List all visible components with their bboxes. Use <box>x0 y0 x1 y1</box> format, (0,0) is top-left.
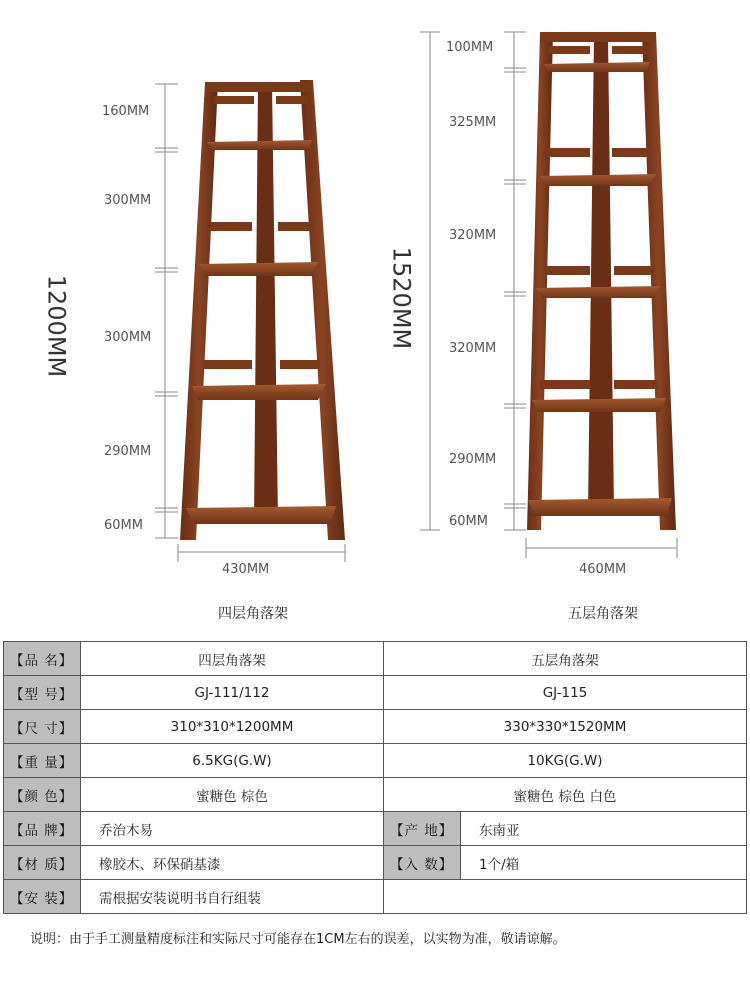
row-value-left: 310*310*1200MM <box>81 710 384 744</box>
qty-value: 1个/箱 <box>461 846 747 880</box>
right-seg-3: 320MM <box>449 228 497 243</box>
right-width: 460MM <box>579 562 627 577</box>
table-row <box>4 642 747 676</box>
row-label: 【颜 色】 <box>4 778 81 812</box>
left-seg-2: 300MM <box>104 193 152 208</box>
row-label: 【重 量】 <box>4 744 81 778</box>
left-seg-5: 60MM <box>104 518 143 533</box>
row-value-left: GJ-111/112 <box>81 676 384 710</box>
left-seg-4: 290MM <box>104 444 152 459</box>
left-seg-3: 300MM <box>104 330 152 345</box>
row-label: 【品 名】 <box>4 642 81 676</box>
row-value-right: 330*330*1520MM <box>384 710 747 744</box>
row-value-right: GJ-115 <box>384 676 747 710</box>
material-value: 橡胶木、环保硝基漆 <box>81 846 384 880</box>
right-seg-2: 325MM <box>449 115 497 130</box>
row-value-right: 五层角落架 <box>384 642 747 676</box>
qty-label: 【入 数】 <box>384 846 461 880</box>
origin-label: 【产 地】 <box>384 812 461 846</box>
table-row <box>4 676 747 710</box>
row-label: 【尺 寸】 <box>4 710 81 744</box>
table-row <box>4 778 747 812</box>
origin-value: 东南亚 <box>461 812 747 846</box>
row-value-left: 蜜糖色 棕色 <box>81 778 384 812</box>
right-seg-6: 60MM <box>449 514 488 529</box>
brand-value: 乔治木易 <box>81 812 384 846</box>
install-value: 需根据安装说明书自行组装 <box>81 880 384 914</box>
left-seg-1: 160MM <box>102 104 150 119</box>
right-total-height: 1520MM <box>387 246 416 350</box>
table-row <box>4 812 747 846</box>
right-seg-4: 320MM <box>449 341 497 356</box>
row-value-right: 蜜糖色 棕色 白色 <box>384 778 747 812</box>
material-label: 【材 质】 <box>4 846 81 880</box>
table-row <box>4 744 747 778</box>
empty-cell <box>384 880 747 914</box>
spec-table <box>3 641 747 914</box>
disclaimer-note: 说明：由于手工测量精度标注和实际尺寸可能存在1CM左右的误差，以实物为准，敬请谅解。 <box>30 932 566 947</box>
table-row <box>4 846 747 880</box>
left-total-height: 1200MM <box>42 274 71 378</box>
install-label: 【安 装】 <box>4 880 81 914</box>
row-value-left: 6.5KG(G.W) <box>81 744 384 778</box>
five-tier-shelf-image <box>527 32 676 530</box>
table-row <box>4 710 747 744</box>
left-caption: 四层角落架 <box>218 606 288 622</box>
row-value-left: 四层角落架 <box>81 642 384 676</box>
row-label: 【型 号】 <box>4 676 81 710</box>
right-seg-5: 290MM <box>449 452 497 467</box>
brand-label: 【品 牌】 <box>4 812 81 846</box>
table-row <box>4 880 747 914</box>
row-value-right: 10KG(G.W) <box>384 744 747 778</box>
right-caption: 五层角落架 <box>568 606 638 622</box>
left-width: 430MM <box>222 562 270 577</box>
right-seg-1: 100MM <box>446 40 494 55</box>
four-tier-shelf-image <box>180 80 345 540</box>
